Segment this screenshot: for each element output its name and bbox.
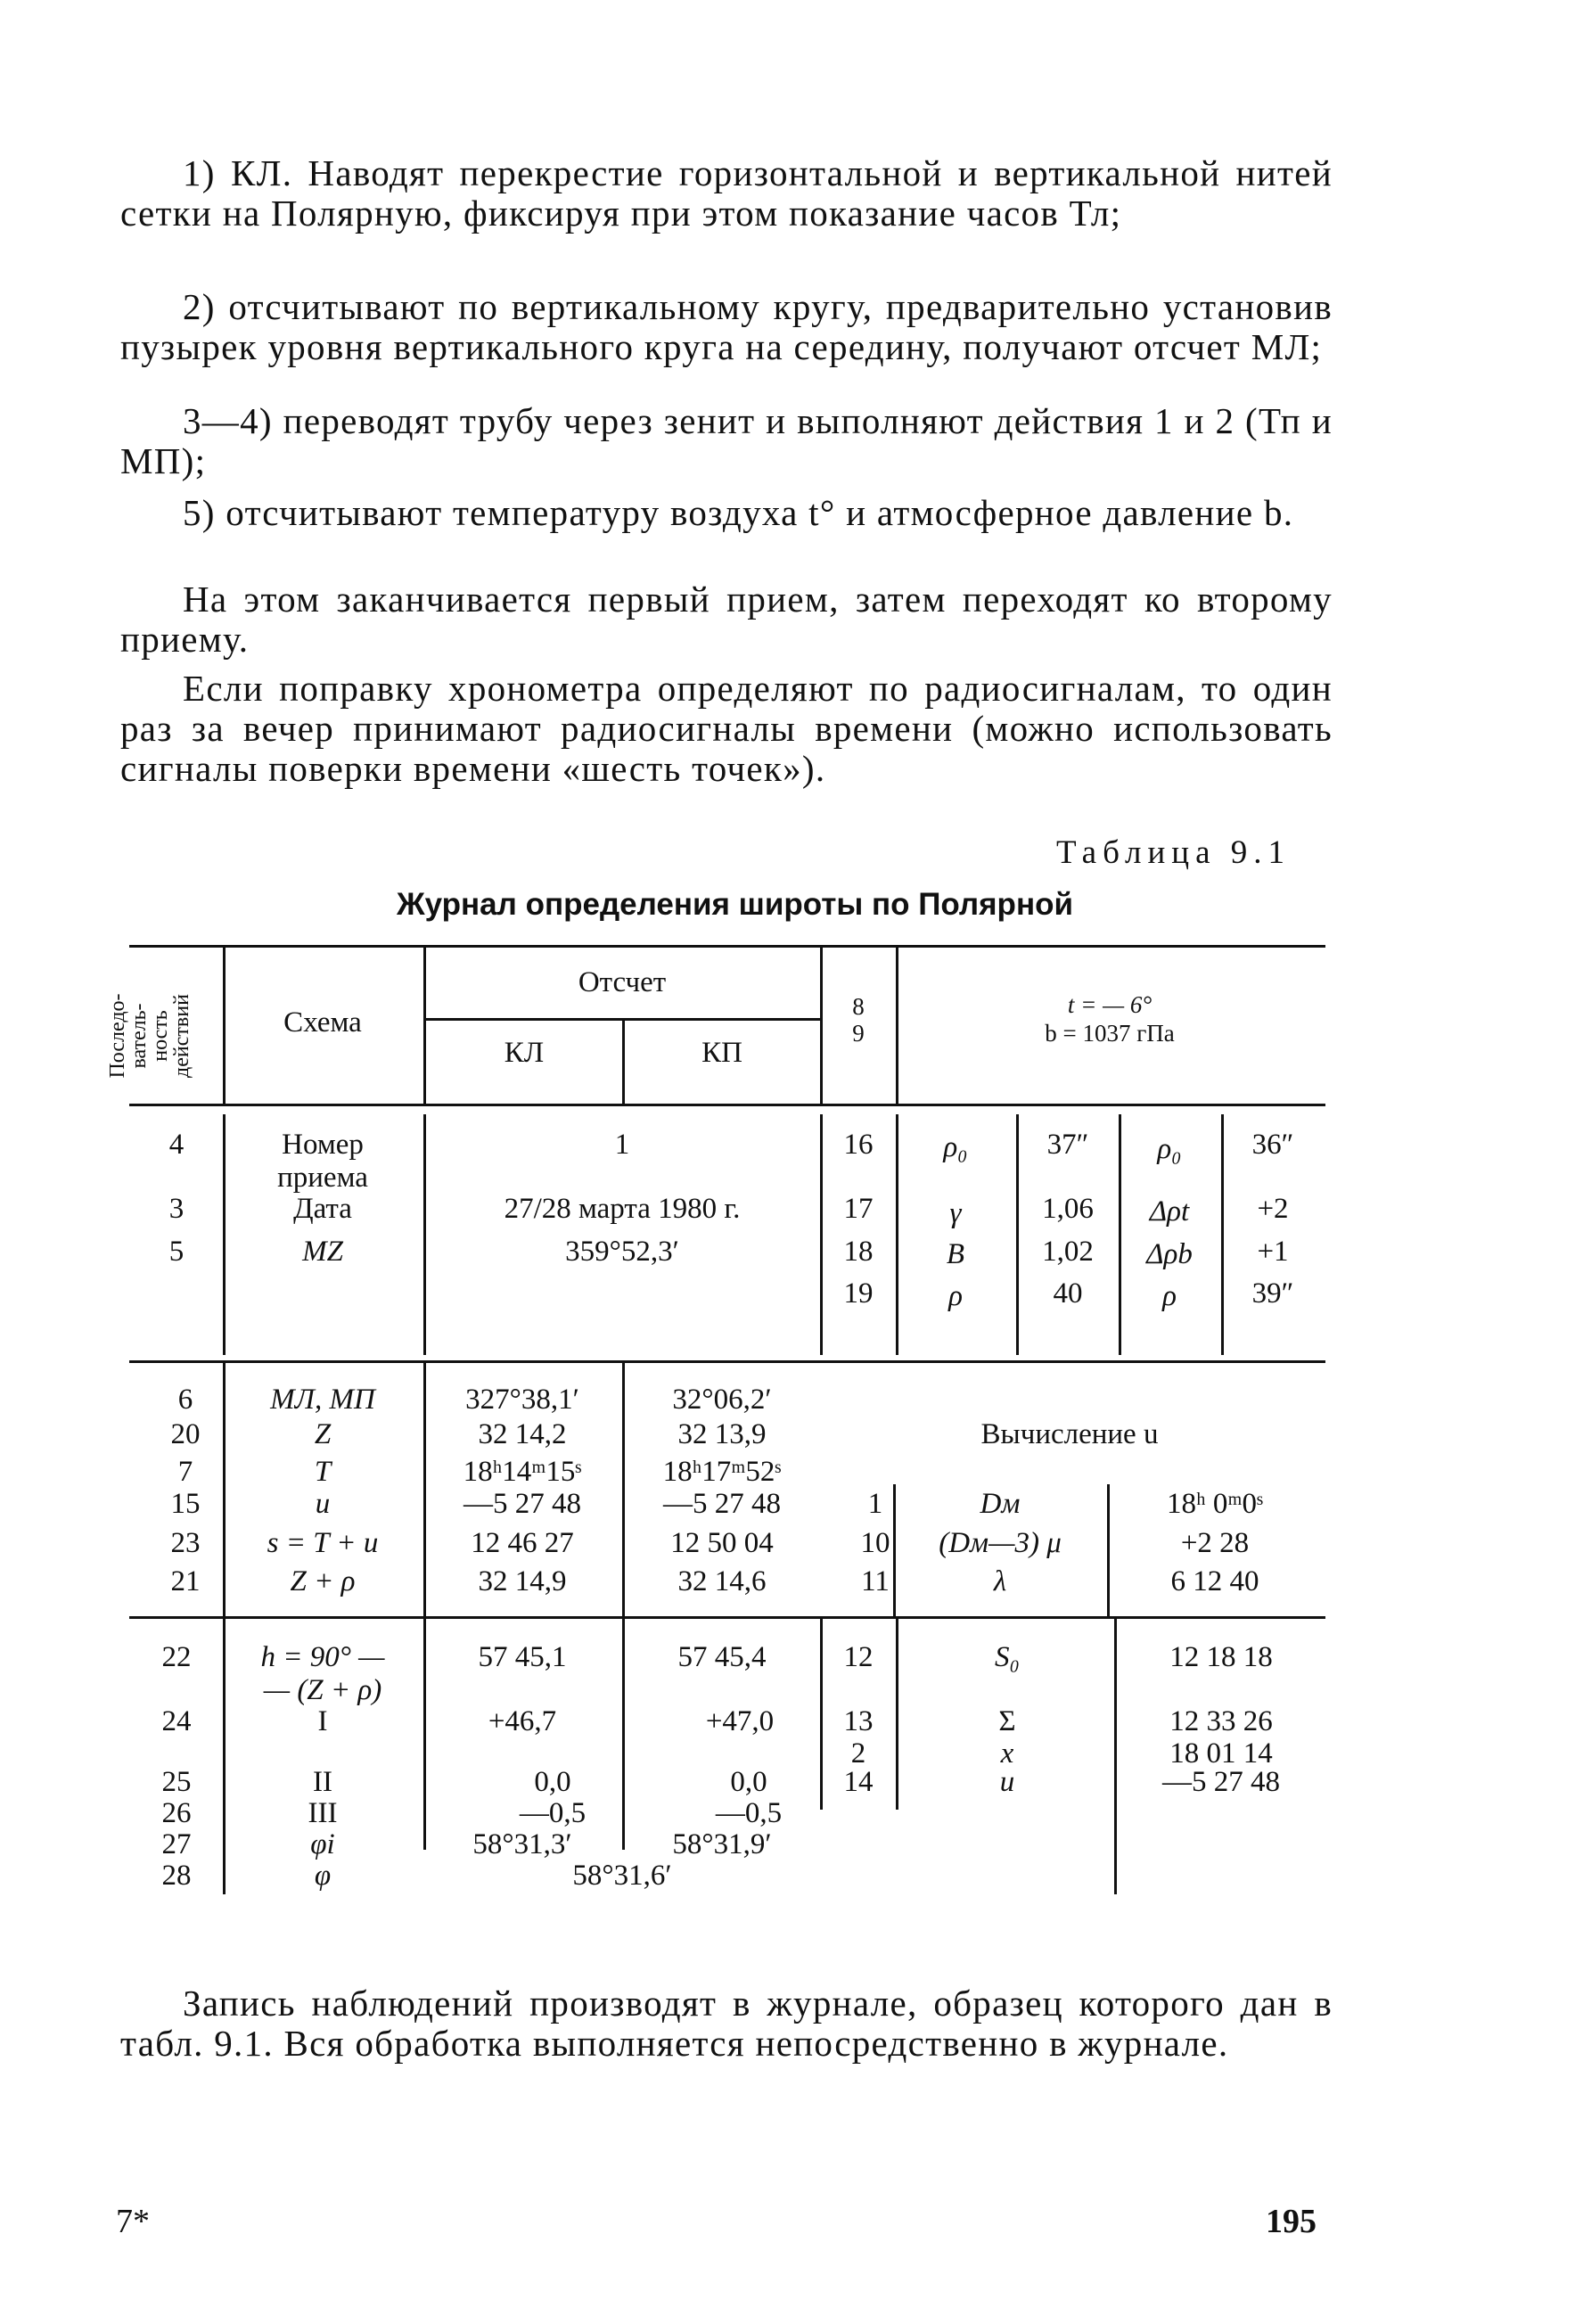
block3-kl-i: +46,7 bbox=[488, 1705, 557, 1737]
paragraph-3: 3—4) переводят трубу через зенит и выполняют действия 1 и 2 (Тп и МП); bbox=[120, 400, 1333, 481]
block1-seq-3: 3 bbox=[168, 1193, 185, 1225]
block3-kp-iii: —0,5 bbox=[715, 1797, 783, 1829]
block3-sym-s0: S₀ bbox=[995, 1641, 1020, 1673]
block3-sym-sigma: Σ bbox=[998, 1705, 1016, 1737]
block2-kl-5: 32 14,9 bbox=[478, 1565, 567, 1597]
block3-schema-ii: II bbox=[313, 1766, 332, 1798]
block2-val-1: +2 28 bbox=[1180, 1527, 1250, 1559]
block3-num-12: 12 bbox=[843, 1641, 874, 1673]
block2-schema-z-rho: Z + ρ bbox=[290, 1565, 356, 1597]
header-col8: 8 bbox=[852, 993, 865, 1020]
block2-kl-0: 327°38,1′ bbox=[465, 1384, 579, 1416]
block2-seq-0: 6 bbox=[177, 1384, 193, 1416]
block3-val-2: 18 01 14 bbox=[1169, 1737, 1273, 1770]
table-title: Журнал определения широты по Полярной bbox=[397, 887, 1073, 922]
block3-sym-x: x bbox=[1000, 1737, 1014, 1770]
paragraph-6: Если поправку хронометра определяют по радиосигналам, то один раз за вечер принимают радиосигналы времени (можно использовать сигналы поверки времени «шесть точек»). bbox=[120, 668, 1333, 789]
block3-seq-27: 27 bbox=[161, 1828, 192, 1860]
block3-kl-h: 57 45,1 bbox=[478, 1641, 567, 1673]
block3-schema-iii: III bbox=[308, 1797, 338, 1829]
block1-val1-1: 1,06 bbox=[1042, 1193, 1094, 1225]
paragraph-5: На этом заканчивается первый прием, затем переходят ко второму приему. bbox=[120, 579, 1333, 660]
footer-signature: 7* bbox=[116, 2203, 150, 2240]
block1-sym1-rho: ρ bbox=[948, 1280, 963, 1312]
block3-num-2: 2 bbox=[850, 1737, 866, 1770]
block1-num-19: 19 bbox=[843, 1277, 874, 1310]
block1-val1-0: 37″ bbox=[1046, 1129, 1089, 1161]
block3-schema-h: h = 90° — bbox=[260, 1641, 385, 1673]
block1-sym2-rho0: ρ₀ bbox=[1157, 1133, 1182, 1165]
block2-seq-2: 7 bbox=[177, 1456, 193, 1488]
block2-seq-3: 15 bbox=[170, 1488, 201, 1520]
block1-sym1-gamma: γ bbox=[949, 1197, 962, 1229]
block3-schema-phi: φ bbox=[314, 1860, 332, 1892]
block2-kp-5: 32 14,6 bbox=[677, 1565, 767, 1597]
paragraph-2: 2) отсчитывают по вертикальному кругу, предварительно установив пузырек уровня вертикального круга на середину, получают отсчет МЛ; bbox=[120, 286, 1333, 367]
block3-val-3: —5 27 48 bbox=[1162, 1766, 1280, 1798]
block1-sym2-delta-rho-t: Δρt bbox=[1149, 1195, 1190, 1228]
header-kp: КП bbox=[701, 1037, 742, 1069]
block3-schema-i: I bbox=[317, 1705, 328, 1737]
block2-kp-0: 32°06,2′ bbox=[672, 1384, 772, 1416]
header-kl: КЛ bbox=[504, 1037, 545, 1069]
block3-seq-28: 28 bbox=[161, 1860, 192, 1892]
block2-kl-2: 18ʰ14ᵐ15ˢ bbox=[463, 1456, 582, 1488]
block3-kl-iii: —0,5 bbox=[519, 1797, 587, 1829]
block2-schema-ml-mp: МЛ, МП bbox=[270, 1384, 375, 1416]
block1-val2-1: +2 bbox=[1257, 1193, 1289, 1225]
block2-num-1: 1 bbox=[867, 1488, 883, 1520]
block1-sym1-b: B bbox=[946, 1238, 965, 1270]
block3-phi-result: 58°31,6′ bbox=[572, 1860, 672, 1892]
block3-seq-24: 24 bbox=[161, 1705, 192, 1737]
block1-date: 27/28 марта 1980 г. bbox=[504, 1193, 741, 1225]
block2-val-2: 6 12 40 bbox=[1170, 1565, 1259, 1597]
block1-sym2-delta-rho-b: Δρb bbox=[1146, 1238, 1193, 1270]
block3-num-14: 14 bbox=[843, 1766, 874, 1798]
block3-kl-phi-i: 58°31,3′ bbox=[472, 1828, 572, 1860]
block2-kp-4: 12 50 04 bbox=[670, 1527, 774, 1559]
block1-val2-3: 39″ bbox=[1251, 1277, 1294, 1310]
block1-mz-value: 359°52,3′ bbox=[565, 1236, 679, 1268]
block2-num-10: 10 bbox=[860, 1527, 890, 1559]
block1-schema-mz: MZ bbox=[302, 1236, 343, 1268]
block2-schema-t: T bbox=[314, 1456, 332, 1488]
block1-seq-4: 4 bbox=[168, 1129, 185, 1161]
block1-num-18: 18 bbox=[843, 1236, 874, 1268]
block2-schema-u: u bbox=[315, 1488, 331, 1520]
block2-seq-4: 23 bbox=[170, 1527, 201, 1559]
block1-val1-2: 1,02 bbox=[1042, 1236, 1094, 1268]
paragraph-4: 5) отсчитывают температуру воздуха t° и атмосферное давление b. bbox=[183, 492, 1294, 533]
block1-sym2-rho: ρ bbox=[1162, 1280, 1177, 1312]
block3-seq-26: 26 bbox=[161, 1797, 192, 1829]
block2-kl-3: —5 27 48 bbox=[463, 1488, 581, 1520]
block3-sym-u: u bbox=[999, 1766, 1015, 1798]
header-col9: 9 bbox=[852, 1020, 865, 1047]
block1-val2-0: 36″ bbox=[1251, 1129, 1294, 1161]
block2-seq-5: 21 bbox=[170, 1565, 201, 1597]
paragraph-1: 1) КЛ. Наводят перекрестие горизонтальной и вертикальной нитей сетки на Полярную, фиксируя при этом показание часов Тл; bbox=[120, 152, 1333, 234]
block2-val-0: 18ʰ 0ᵐ0ˢ bbox=[1167, 1488, 1263, 1520]
block3-kp-h: 57 45,4 bbox=[677, 1641, 767, 1673]
block3-kp-ii: 0,0 bbox=[730, 1766, 767, 1798]
closing-paragraph: Запись наблюдений производят в журнале, образец которого дан в табл. 9.1. Вся обработка выполняется непосредственно в журнале. bbox=[120, 1983, 1333, 2064]
header-temperature: t = — 6° bbox=[1067, 991, 1153, 1018]
block2-kl-1: 32 14,2 bbox=[478, 1418, 567, 1450]
block3-num-13: 13 bbox=[843, 1705, 874, 1737]
block1-num-16: 16 bbox=[843, 1129, 874, 1161]
block1-seq-5: 5 bbox=[168, 1236, 185, 1268]
block2-sym-dm: Dм bbox=[980, 1488, 1021, 1520]
block3-schema-phi-i: φi bbox=[310, 1828, 335, 1860]
block2-schema-s: s = T + u bbox=[267, 1527, 379, 1559]
block1-val1-3: 40 bbox=[1053, 1277, 1083, 1310]
block3-seq-22: 22 bbox=[161, 1641, 192, 1673]
block1-reception-number: 1 bbox=[614, 1129, 630, 1161]
block3-val-0: 12 18 18 bbox=[1169, 1641, 1273, 1673]
block1-sym1-rho0: ρ₀ bbox=[943, 1131, 968, 1163]
block2-sym-dm-mu: (Dм—3) μ bbox=[939, 1527, 1062, 1559]
block2-kp-2: 18ʰ17ᵐ52ˢ bbox=[662, 1456, 782, 1488]
block3-val-1: 12 33 26 bbox=[1169, 1705, 1273, 1737]
block3-kp-i: +47,0 bbox=[705, 1705, 775, 1737]
page-number: 195 bbox=[1266, 2203, 1317, 2240]
header-sequence: Последо- ватель- ность действий bbox=[106, 993, 193, 1079]
block3-seq-25: 25 bbox=[161, 1766, 192, 1798]
block3-kp-phi-i: 58°31,9′ bbox=[672, 1828, 772, 1860]
block2-kl-4: 12 46 27 bbox=[471, 1527, 574, 1559]
block1-schema-reception: приема bbox=[277, 1162, 368, 1194]
block2-kp-3: —5 27 48 bbox=[663, 1488, 781, 1520]
block3-kl-ii: 0,0 bbox=[534, 1766, 571, 1798]
block1-schema-date: Дата bbox=[293, 1193, 352, 1225]
header-schema: Схема bbox=[283, 1006, 362, 1039]
block2-sym-lambda: λ bbox=[993, 1565, 1007, 1597]
block2-kp-1: 32 13,9 bbox=[677, 1418, 767, 1450]
header-reading: Отсчет bbox=[578, 966, 667, 998]
block2-schema-z: Z bbox=[314, 1418, 332, 1450]
block2-seq-1: 20 bbox=[170, 1418, 201, 1450]
table-label: Таблица 9.1 bbox=[1056, 834, 1291, 871]
block1-num-17: 17 bbox=[843, 1193, 874, 1225]
block2-num-11: 11 bbox=[861, 1565, 890, 1597]
block2-calc-title: Вычисление u bbox=[980, 1418, 1159, 1450]
block3-schema-z-rho: — (Z + ρ) bbox=[263, 1674, 382, 1706]
block1-val2-2: +1 bbox=[1257, 1236, 1289, 1268]
header-pressure: b = 1037 гПа bbox=[1045, 1020, 1175, 1047]
block1-schema-number: Номер bbox=[282, 1129, 364, 1161]
